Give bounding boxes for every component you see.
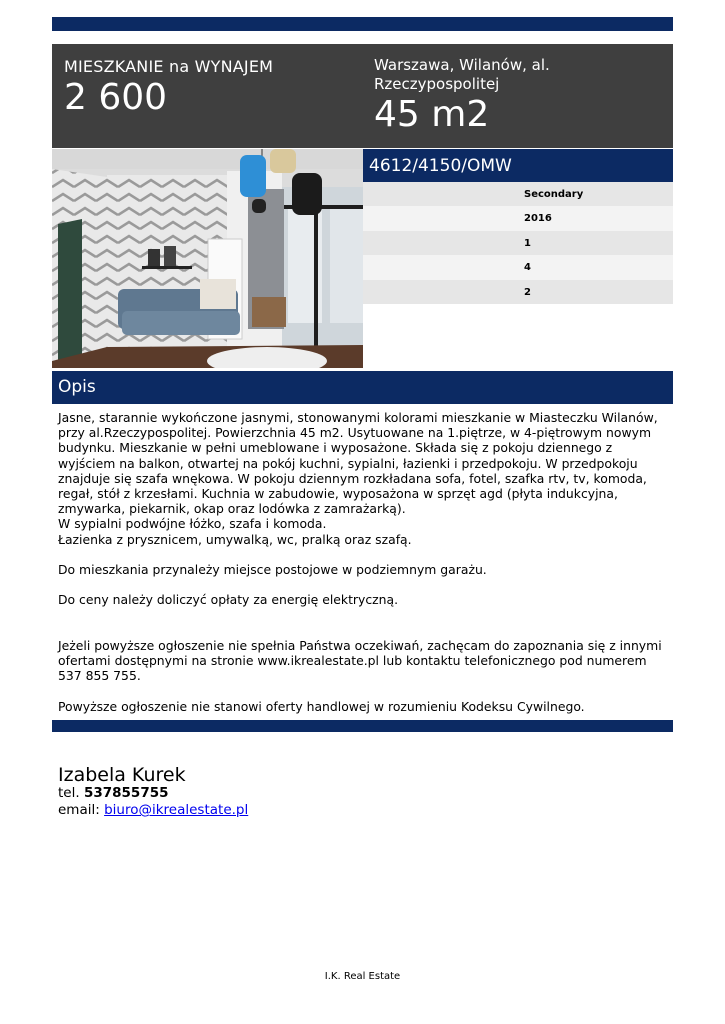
- location: Warszawa, Wilanów, al. Rzeczypospolitej: [374, 56, 550, 93]
- description-contact: Jeżeli powyższe ogłoszenie nie spełnia Państwa oczekiwań, zachęcam do zapoznania się z innymi ofertami dostępnymi na stronie www.ikrealestate.pl lub kontaktu telefonicznego pod numerem 537 855 755.: [58, 637, 662, 684]
- agent-email: [58, 802, 248, 818]
- top-divider-bar: [52, 17, 673, 31]
- detail-row: [363, 255, 673, 279]
- agent-name: Izabela Kurek: [58, 764, 186, 786]
- area: 45 m2: [374, 94, 490, 135]
- detail-row: [363, 280, 673, 304]
- description-electricity: Do ceny należy doliczyć opłaty za energię elektryczną.: [58, 592, 399, 608]
- details-table: [363, 182, 673, 304]
- phone-number: 537855755: [83, 785, 169, 801]
- detail-value: 2: [524, 286, 531, 298]
- detail-value: 4: [524, 262, 531, 274]
- detail-value: Secondary: [524, 189, 584, 200]
- email-label: email:: [58, 802, 100, 818]
- detail-row: [363, 182, 673, 206]
- listing-header: [52, 44, 673, 148]
- reference-number-bar: [363, 149, 673, 182]
- detail-row: [363, 231, 673, 255]
- detail-value: 1: [524, 237, 531, 249]
- description-bedroom: W sypialni podwójne łóżko, szafa i komoda.: [58, 516, 327, 532]
- footer-company: I.K. Real Estate: [324, 971, 401, 982]
- description-parking: Do mieszkania przynależy miejsce postojowe w podziemnym garażu.: [58, 562, 487, 578]
- description-section-header: [52, 371, 673, 404]
- listing-type: MIESZKANIE na WYNAJEM: [64, 57, 274, 76]
- detail-row: [363, 206, 673, 230]
- apartment-photo: [52, 149, 363, 368]
- bottom-divider-bar: [52, 720, 673, 732]
- description-paragraph: Jasne, starannie wykończone jasnymi, stonowanymi kolorami mieszkanie w Miasteczku Wilanów, przy al.Rzeczypospolitej. Powierzchnia 45 m2. Usytuowane na 1.piętrze, w 4-piętrowym nowym budynku. Mieszkanie w pełni umeblowane i wyposażone. Składa się z pokoju dziennego z wyjściem na balkon, otwartej na pokój kuchni, sypialni, łazienki i przedpokoju. W przedpokoju znajduje się szafa wnękowa. W pokoju dziennym rozkładana sofa, fotel, szafka rtv, tv, komoda, regał, stół z krzesłami. Kuchnia w zabudowie, wyposażona w sprzęt agd (płyta indukcyjna, zmywarka, piekarnik, okap oraz lodówka z zamrażarką).: [58, 410, 658, 517]
- description-disclaimer: Powyższe ogłoszenie nie stanowi oferty handlowej w rozumieniu Kodeksu Cywilnego.: [58, 698, 585, 714]
- section-title: Opis: [58, 377, 96, 397]
- phone-label: tel.: [58, 785, 80, 801]
- email-link[interactable]: biuro@ikrealestate.pl: [104, 802, 249, 818]
- price: 2 600: [64, 77, 168, 118]
- detail-value: 2016: [524, 213, 552, 225]
- agent-phone: [58, 785, 169, 801]
- reference-number: 4612/4150/OMW: [369, 156, 512, 176]
- description-bathroom: Łazienka z prysznicem, umywalką, wc, pralką oraz szafą.: [58, 531, 412, 547]
- description-text: [58, 410, 670, 714]
